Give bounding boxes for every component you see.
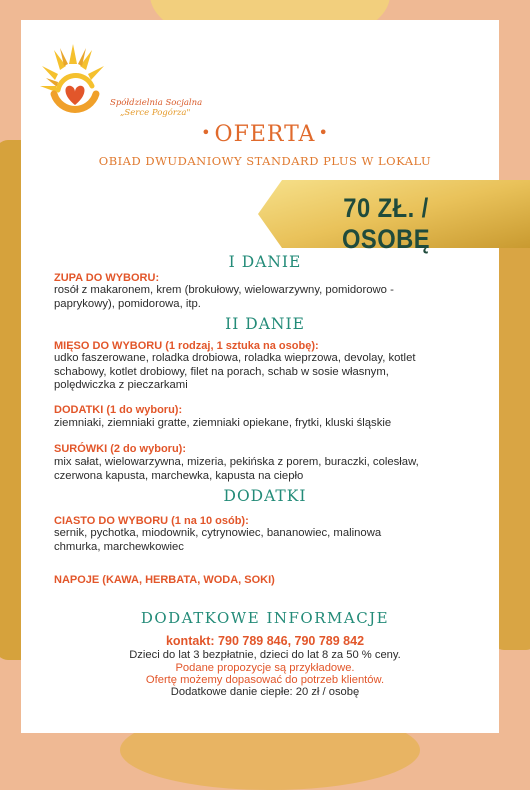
meat-options	[54, 352, 474, 393]
sun-heart-logo-icon	[40, 42, 106, 118]
meat-line: schabowy, kotlet drobiowy, filet na porach, schab w sosie własnym,	[54, 365, 389, 378]
brand-line1: Spółdzielnia Socjalna	[110, 98, 203, 108]
children-pricing: Dzieci do lat 3 bezpłatnie, dzieci do lat 8 za 50 % ceny.	[129, 649, 401, 661]
note-examples: Podane propozycje są przykładowe.	[175, 662, 355, 674]
meat-line: udko faszerowane, roladka drobiowa, roladka wieprzowa, devolay, kotlet	[54, 352, 416, 364]
sides-label: DODATKI (1 do wyboru):	[54, 404, 183, 416]
soup-options	[54, 284, 474, 311]
section-extras: DODATKI	[223, 487, 307, 505]
salads-label: SURÓWKI (2 do wyboru):	[54, 443, 186, 455]
contact-phones: kontakt: 790 789 846, 790 789 842	[165, 634, 365, 648]
cake-options	[54, 527, 474, 554]
soup-label: ZUPA DO WYBORU:	[54, 272, 160, 284]
section-first-course: I DANIE	[228, 253, 302, 271]
cake-line: sernik, pychotka, miodownik, cytrynowiec, bananowiec, malinowa	[54, 527, 382, 539]
soup-line: paprykowy), pomidorowa, itp.	[54, 297, 201, 310]
price-label: 70 ZŁ. / OSOBĘ	[341, 193, 431, 254]
section-second-course: II DANIE	[225, 315, 305, 333]
page-subtitle: OBIAD DWUDANIOWY STANDARD PLUS W LOKALU	[98, 154, 432, 168]
sides-line: ziemniaki, ziemniaki gratte, ziemniaki opiekane, frytki, kluski śląskie	[54, 417, 392, 429]
brand-line2: „Serce Pogórza"	[120, 108, 191, 118]
brand-name	[110, 98, 202, 118]
extra-dish-price: Dodatkowe danie ciepłe: 20 zł / osobę	[170, 686, 360, 698]
note-customize: Ofertę możemy dopasować do potrzeb klientów.	[145, 674, 385, 686]
cake-label: CIASTO DO WYBORU (1 na 10 osób):	[54, 515, 249, 527]
sides-options	[54, 417, 474, 431]
salads-line: mix sałat, wielowarzywna, mizeria, pekińska z porem, buraczki, colesław,	[54, 456, 419, 468]
salads-line: czerwona kapusta, marchewka, kapusta na ciepło	[54, 469, 304, 482]
page-title: • OFERTA •	[201, 122, 329, 147]
drinks-label: NAPOJE (KAWA, HERBATA, WODA, SOKI)	[54, 574, 275, 586]
title-text: OFERTA	[214, 122, 316, 147]
cake-line: chmurka, marchewkowiec	[54, 540, 184, 553]
meat-label: MIĘSO DO WYBORU (1 rodzaj, 1 sztuka na osobę):	[54, 340, 319, 352]
salads-options	[54, 456, 474, 483]
info-heading: DODATKOWE INFORMACJE	[140, 609, 390, 627]
meat-line: polędwiczka z pieczarkami	[54, 379, 188, 391]
soup-line: rosół z makaronem, krem (brokułowy, wielowarzywny, pomidorowo -	[54, 284, 394, 296]
